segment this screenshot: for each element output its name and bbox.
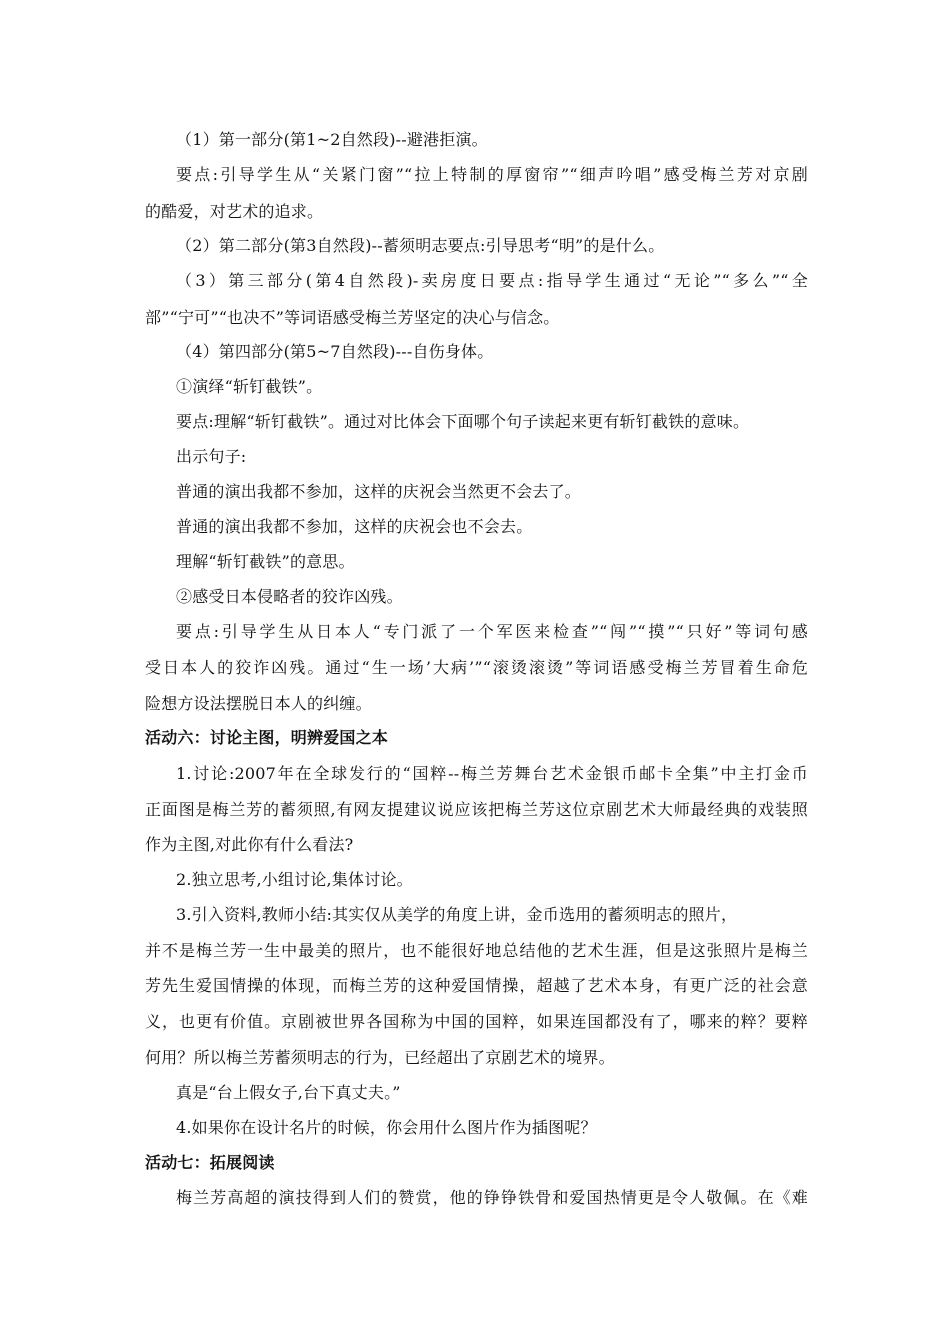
paragraph-line: （3）第三部分(第4自然段)-卖房度日要点:指导学生通过“无论”“多么”“全 <box>176 271 808 290</box>
section-heading: 活动七：拓展阅读 <box>145 1153 275 1172</box>
paragraph-line: （1）第一部分(第1~2自然段)--避港拒演。 <box>176 130 488 149</box>
paragraph-line: 险想方设法摆脱日本人的纠缠。 <box>145 694 372 713</box>
paragraph-line: ②感受日本侵略者的狡诈凶残。 <box>176 587 403 606</box>
paragraph-line: 要点:理解“斩钉截铁”。通过对比体会下面哪个句子读起来更有斩钉截铁的意味。 <box>176 412 750 431</box>
paragraph-line: （2）第二部分(第3自然段)--蓄须明志要点:引导思考“明”的是什么。 <box>176 236 665 255</box>
paragraph-line: 的酷爱，对艺术的追求。 <box>145 202 324 221</box>
paragraph-line: 芳先生爱国情操的体现，而梅兰芳的这种爱国情操，超越了艺术本身，有更广泛的社会意 <box>145 976 808 995</box>
paragraph-line: 作为主图,对此你有什么看法? <box>145 835 354 854</box>
paragraph-line: 梅兰芳高超的演技得到人们的赞赏，他的铮铮铁骨和爱国热情更是令人敬佩。在《难 <box>176 1188 808 1207</box>
paragraph-line: 何用？所以梅兰芳蓄须明志的行为，已经超出了京剧艺术的境界。 <box>145 1048 615 1067</box>
paragraph-line: （4）第四部分(第5~7自然段)---自伤身体。 <box>176 342 494 361</box>
paragraph-line: 义，也更有价值。京剧被世界各国称为中国的国粹，如果连国都没有了，哪来的粹？要粹 <box>145 1012 808 1031</box>
paragraph-line: 普通的演出我都不参加，这样的庆祝会当然更不会去了。 <box>176 482 582 501</box>
paragraph-line: 正面图是梅兰芳的蓄须照,有网友提建议说应该把梅兰芳这位京剧艺术大师最经典的戏装照 <box>145 800 808 819</box>
section-heading: 活动六：讨论主图，明辨爱国之本 <box>145 728 389 747</box>
paragraph-line: 出示句子: <box>176 447 247 466</box>
paragraph-line: 普通的演出我都不参加，这样的庆祝会也不会去。 <box>176 517 533 536</box>
paragraph-line: 并不是梅兰芳一生中最美的照片，也不能很好地总结他的艺术生涯，但是这张照片是梅兰 <box>145 941 808 960</box>
paragraph-line: 真是“台上假女子,台下真丈夫。” <box>176 1083 401 1102</box>
paragraph-line: 受日本人的狡诈凶残。通过“生一场’大病’”“滚烫滚烫”等词语感受梅兰芳冒着生命危 <box>145 658 808 677</box>
paragraph-line: 3.引入资料,教师小结:其实仅从美学的角度上讲，金币选用的蓄须明志的照片， <box>176 905 738 924</box>
paragraph-line: 要点:引导学生从日本人“专门派了一个军医来检查”“闯”“摸”“只好”等词句感 <box>176 622 808 641</box>
paragraph-line: ①演绎“斩钉截铁”。 <box>176 377 323 396</box>
paragraph-line: 要点:引导学生从“关紧门窗”“拉上特制的厚窗帘”“细声吟唱”感受梅兰芳对京剧 <box>176 165 808 184</box>
paragraph-line: 1.讨论:2007年在全球发行的“国粹--梅兰芳舞台艺术金银币邮卡全集”中主打金币 <box>176 764 808 783</box>
paragraph-line: 2.独立思考,小组讨论,集体讨论。 <box>176 870 413 889</box>
paragraph-line: 部”“宁可”“也决不”等词语感受梅兰芳坚定的决心与信念。 <box>145 308 560 327</box>
paragraph-line: 4.如果你在设计名片的时候，你会用什么图片作为插图呢？ <box>176 1118 597 1137</box>
paragraph-line: 理解“斩钉截铁”的意思。 <box>176 552 355 571</box>
